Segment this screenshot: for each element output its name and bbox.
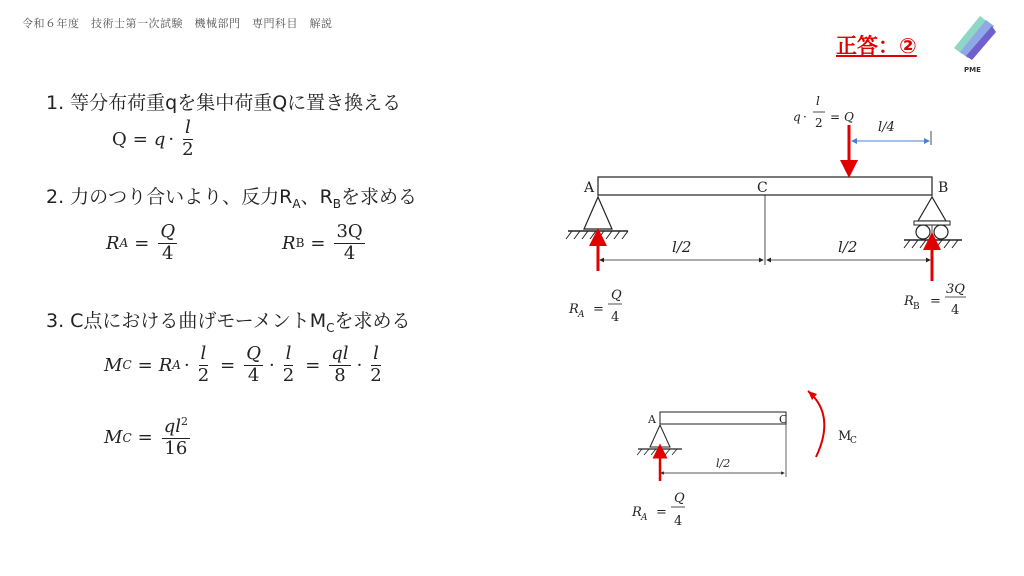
equation-mc	[104, 344, 387, 386]
span-right-label: l/2	[838, 238, 858, 256]
half-label-a: A	[648, 413, 656, 426]
step-2-sep: 、R	[300, 186, 333, 208]
ra-den: 4	[611, 310, 620, 325]
eq-ra: R	[158, 354, 173, 376]
frac-den: 16	[164, 437, 188, 459]
eq-ra: R	[106, 232, 120, 254]
span-left-label: l/2	[672, 238, 692, 256]
roller-support-icon	[904, 197, 962, 248]
frac-sq: 2	[181, 415, 188, 428]
eq-mc-sub: C	[122, 358, 132, 373]
ra-num: Q	[611, 288, 622, 303]
step-3-main: 3. C点における曲げモーメントM	[46, 310, 327, 332]
eq-mc: M	[104, 427, 123, 449]
eq-ra-sub: A	[172, 358, 181, 373]
pin-support-icon	[566, 197, 628, 239]
frac-den: 2	[370, 364, 382, 386]
frac-num: 3Q	[336, 221, 363, 242]
eq-sign: =	[220, 354, 236, 376]
eq-mc: M	[104, 354, 123, 376]
load-eq: =	[830, 110, 841, 124]
load-two: 2	[815, 116, 823, 130]
load-offset-label: l/4	[878, 120, 895, 135]
frac-ql: ql	[163, 416, 181, 437]
frac-num: l	[184, 117, 191, 138]
frac-num	[162, 416, 190, 439]
step-3-text	[46, 306, 411, 335]
fraction-l-2	[196, 344, 211, 386]
fraction-3q-4	[334, 222, 364, 264]
eq-rb-sub: B	[295, 236, 305, 251]
frac-den: 2	[282, 364, 295, 386]
rb-den: 4	[951, 303, 960, 318]
half-label-c: C	[779, 413, 788, 426]
equation-q	[112, 118, 199, 160]
eq-sign: =	[132, 128, 148, 150]
frac-num: ql	[331, 343, 349, 364]
fraction-l-2	[281, 344, 296, 386]
eq-dot: ·	[183, 354, 190, 376]
step-2-sub-b: B	[332, 196, 342, 211]
step-2-text	[46, 182, 417, 211]
eq-mc-sub: C	[122, 430, 132, 445]
load-Q: Q	[844, 110, 854, 124]
half-ra-den: 4	[674, 514, 683, 529]
half-span-label: l/2	[716, 457, 731, 470]
frac-den: 4	[343, 242, 356, 264]
beam-diagram-half	[620, 385, 880, 535]
frac-num: l	[373, 343, 379, 364]
eq-q-var: q	[153, 128, 166, 150]
fraction-l-2	[180, 118, 195, 160]
fraction-q-4	[244, 344, 263, 386]
frac-num: Q	[246, 343, 261, 364]
step-2-end: を求める	[341, 186, 418, 208]
label-c: C	[757, 180, 768, 196]
logo-text: PME	[964, 66, 981, 74]
frac-num: l	[200, 343, 207, 364]
frac-den: 8	[334, 364, 346, 386]
step-1-text: 1. 等分布荷重qを集中荷重Qに置き換える	[46, 92, 402, 114]
answer-label: 正答：②	[836, 34, 917, 58]
half-ra-sub: A	[641, 513, 648, 523]
pin-support-icon	[637, 425, 682, 455]
frac-den: 4	[247, 364, 260, 386]
pme-logo-icon	[950, 12, 998, 60]
load-l: l	[816, 94, 820, 108]
eq-rb: R	[282, 232, 296, 254]
rb-eq: =	[930, 294, 941, 309]
eq-ra-sub: A	[119, 236, 129, 251]
page-header: 令和６年度 技術士第一次試験 機械部門 専門科目 解説	[22, 17, 333, 30]
fraction-ql-8	[329, 344, 350, 386]
fraction-ql2-16	[162, 416, 190, 459]
label-a: A	[584, 180, 595, 196]
rb-label: R	[904, 294, 914, 309]
moment-arc	[808, 391, 824, 457]
step-3-end: を求める	[334, 310, 411, 332]
beam-diagram-full	[560, 85, 980, 335]
eq-dot: ·	[269, 354, 275, 376]
label-b: B	[938, 180, 949, 196]
eq-sign: =	[134, 232, 150, 254]
eq-dot: ·	[168, 128, 175, 150]
moment-label: M	[838, 429, 852, 444]
moment-sub: C	[850, 436, 857, 446]
load-dot: ·	[803, 110, 807, 124]
ra-label: R	[569, 302, 579, 317]
eq-sign: =	[137, 354, 153, 376]
ra-eq: =	[593, 302, 604, 317]
frac-num: Q	[160, 221, 176, 242]
eq-sign: =	[310, 232, 326, 254]
step-2-main: 2. 力のつり合いより、反力R	[46, 186, 293, 208]
half-beam	[660, 412, 786, 424]
eq-sign: =	[305, 354, 321, 376]
half-ra-num: Q	[674, 491, 685, 506]
step-3-sub-c: C	[326, 320, 335, 335]
equation-rb	[282, 222, 368, 264]
step-2-sub-a: A	[292, 196, 301, 211]
frac-num: l	[285, 343, 292, 364]
half-ra-label: R	[632, 505, 642, 520]
eq-dot: ·	[356, 354, 363, 376]
load-q: q	[793, 110, 801, 124]
frac-den: 2	[197, 364, 210, 386]
equation-ra	[106, 222, 180, 264]
rb-sub: B	[913, 302, 920, 312]
equation-mc-result	[104, 416, 193, 459]
rb-num: 3Q	[946, 282, 965, 297]
half-ra-eq: =	[656, 505, 667, 520]
ra-sub: A	[578, 310, 585, 320]
eq-sign: =	[137, 427, 153, 449]
frac-den: 2	[182, 138, 194, 160]
fraction-l-2	[368, 344, 383, 386]
frac-den: 4	[161, 242, 174, 264]
fraction-q-4	[158, 222, 177, 264]
eq-q-lhs: Q	[112, 128, 127, 150]
